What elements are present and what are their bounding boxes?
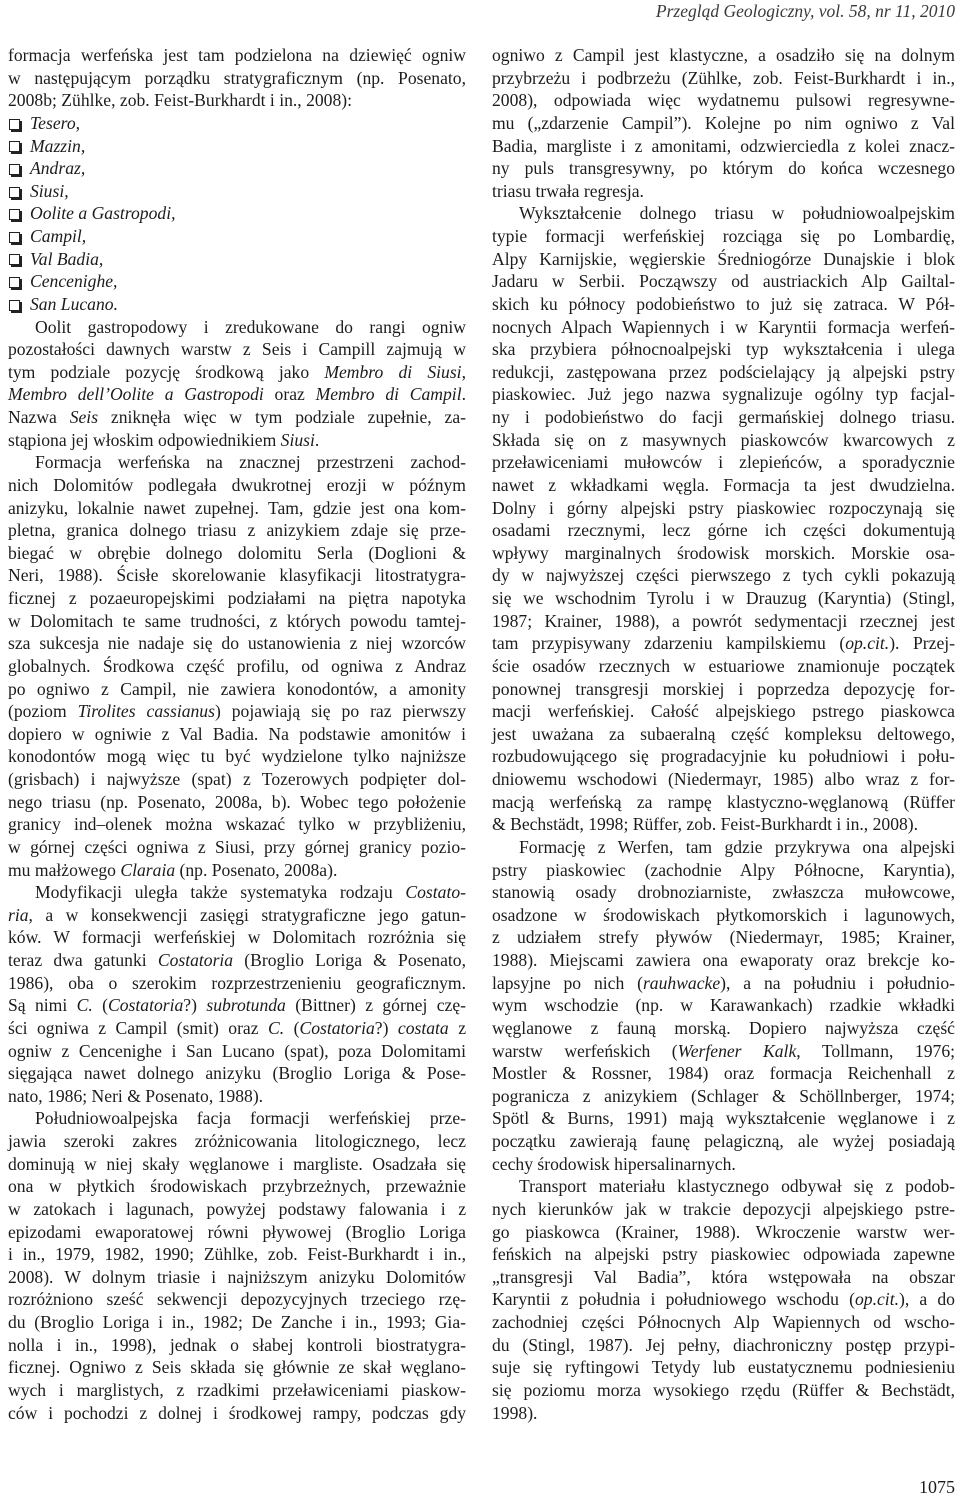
italic-run: Costatoria (157, 950, 234, 970)
text-line (492, 1040, 955, 1063)
text-line: węglanowe z fauną morską. Dopiero najwyższa część (492, 1017, 955, 1038)
text-line: du (Stingl, 1987). Jej pełny, diachroniczny postęp przypi- (492, 1334, 955, 1355)
text-line: triasu trwała regresja. (492, 180, 644, 201)
text-line (8, 383, 466, 406)
text-run: lapsyjne po nich ( (492, 972, 643, 993)
italic-run: C. (268, 1017, 285, 1038)
text-line: Wykształcenie dolnego triasu w południowoalpejskim (519, 203, 955, 224)
text-line: ska przybiera północnoalpejski typ wykształcenia i ulega (492, 339, 955, 360)
text-line: ficznej. Ogniwo z Seis składa się głównie ze skał węglano- (8, 1357, 466, 1378)
text-line: wpływy marginalnych środowisk morskich. Morskie osa- (492, 542, 955, 563)
text-line: nawet z wkładkami węgla. Formacja ta jest dwudzielna. (492, 474, 955, 495)
text-run: ( (284, 1017, 300, 1038)
text-line: nato, 1986; Neri & Posenato, 1988). (8, 1085, 264, 1106)
text-line: 1988). Miejscami zawiera ona ewaporaty oraz brekcje ko- (492, 950, 955, 970)
text-line: macją werfeńską za rampę klastyczno-węglanową (Rüffer (492, 791, 955, 812)
text-line: ków. W formacji werfeńskiej w Dolomitach rozróżnia się (8, 927, 466, 948)
text-line: Badia, margliste i z amonitami, odzwierciedla z kolei znacz- (492, 135, 955, 156)
text-line: nocnych Alpach Wapiennych i w Karyntii formacja werfeń- (492, 316, 955, 337)
text-line: pstry piaskowiec (zachodnie Alpy Północne, Karyntia), (492, 859, 955, 880)
text-line: (grisbach) i najwyższe (spat) z Tozerowych podpięter dol- (8, 769, 466, 789)
text-line: pozostałości dawnych warstw z Seis i Campill zajmują w (8, 339, 466, 360)
square-bullet-icon (9, 187, 20, 198)
text-line: wych i marglistych, z rzadkimi przeławiceniami piaskow- (8, 1379, 466, 1400)
text-line: ponownej transgresji morskiej i poprzedza depozycję for- (492, 678, 955, 699)
italic-run: Membro di Campil (315, 384, 462, 405)
text-line: Neri, 1988). Ścisłe skorelowanie klasyfikacji litostratygra- (8, 565, 466, 586)
page-number: 1075 (919, 1477, 955, 1497)
text-run: ?) (374, 1017, 398, 1038)
text-line (8, 406, 466, 429)
list-item-label: Siusi, (30, 180, 69, 201)
text-line: go piaskowca (Krainer, 1988). Wkroczenie warstw wer- (492, 1221, 955, 1242)
left-column (8, 44, 466, 1424)
text-line: biegać w obrębie dolnego dolomitu Serla (Doglioni & (8, 542, 466, 563)
text-line: w górnej części ogniwa z Siusi, przy górnej granicy pozio- (8, 836, 466, 857)
text-line: ogniw z Cencenighe i San Lucano (spat), poza Dolomitami (8, 1040, 466, 1061)
text-line: pogranicza z anizykiem (Schlager & Schöllnberger, 1974; (492, 1085, 955, 1106)
text-run: zniknęła więc w tym podziale zupełnie, za- (98, 407, 466, 427)
text-line: w następującym porządku stratygraficznym (np. Posenato, (8, 67, 466, 88)
text-line: Oolit gastropodowy i zredukowane do rangi ogniw (35, 316, 466, 337)
paragraph (492, 1175, 955, 1424)
text-line: nych kierunków jak w trakcie depozycji alpejskiego pstre- (492, 1198, 955, 1219)
text-run: Karyntii z południa i południowego wschodu ( (492, 1289, 855, 1310)
text-line: sza sukcesja nie nadaje się do ustanowienia z niej wzorców (8, 633, 466, 654)
text-line (8, 429, 466, 452)
text-run: tam przypisywany zdarzeniu kampilskiemu ( (492, 633, 846, 654)
text-line: pletna, granica dolnego triasu z anizykiem zdaje się prze- (8, 520, 466, 541)
list-item (8, 157, 466, 180)
text-run: Są nimi (8, 995, 77, 1016)
paragraph (8, 316, 466, 452)
list-item-label: Campil, (30, 226, 87, 246)
text-line: 1987; Krainer, 1988), a powrót sedymentacji rzecznej jest (492, 610, 955, 631)
list-item (8, 112, 466, 135)
text-line: ficznej z pozaeuropejskimi podziałami na piętra napotyka (8, 588, 466, 608)
text-run: oraz (263, 384, 316, 405)
square-bullet-icon (9, 164, 20, 175)
italic-run: C. (76, 995, 93, 1016)
text-line: po ogniwo z Campil, nie zawiera konodontów, a amonity (8, 678, 466, 699)
text-line: wym wschodzie (np. w Karawankach) rzadkie wkładki (492, 995, 955, 1016)
text-line: ogniwo z Campil jest klastyczne, a osadziło się na dolnym (492, 45, 955, 65)
text-line: Transport materiału klastycznego odbywał się z podob- (519, 1176, 955, 1197)
list-item (8, 248, 466, 271)
text-line: ona w płytkich środowiskach przybrzeżnych, przeważnie (8, 1176, 466, 1197)
paragraph (492, 202, 955, 836)
text-line: globalnych. Środkowa część profilu, od ogniwa z Andraz (8, 655, 466, 676)
paragraph (8, 881, 466, 1107)
text-line: konodontów mogą więc tu być wydzielone tylko najniższe (8, 746, 466, 767)
text-line: dniowemu wschodowi (Niedermayr, 1985) albo wraz z for- (492, 769, 955, 789)
list-item (8, 135, 466, 158)
right-column (492, 44, 955, 1424)
text-line: początku zawierają faunę pelagiczną, ale wyżej posiadają (492, 1131, 955, 1151)
text-line: w Dolomitach te same trudności, z których powodu tamtej- (8, 610, 466, 631)
text-line: skich ku północy podobieństwo to już się zatraca. W Pół- (492, 293, 955, 314)
italic-run: Claraia (120, 859, 176, 880)
text-line: zachodniej części Północnych Alp Wapiennych od wscho- (492, 1312, 955, 1332)
text-line (8, 859, 466, 882)
text-line: Mostler & Rossner, 1984) oraz formacja Reichenhall z (492, 1063, 955, 1084)
list-item (8, 180, 466, 203)
text-line (8, 881, 466, 904)
italic-run: op.cit. (855, 1289, 899, 1310)
text-line: Jadaru w Serbii. Począwszy od austriackich Alp Gailtal- (492, 271, 955, 292)
text-run: ), a do (898, 1289, 955, 1310)
text-line: redukcji, zastępowana przez podścielający ją alpejski pstry (492, 361, 955, 382)
text-line (8, 700, 466, 723)
text-line: sięgająca nawet dolnego anizyku (Broglio Loriga & Pose- (8, 1063, 466, 1084)
square-bullet-icon (9, 232, 20, 243)
text-line: osadzone w środowiskach płytkomorskich i lagunowych, (492, 904, 955, 925)
text-line (8, 1017, 466, 1040)
text-line: osadami rzecznymi, lecz górne ich części dokumentują (492, 520, 955, 541)
italic-run: Seis (69, 407, 99, 427)
text-line: dominują w niej skały węglanowe i margliste. Osadzała się (8, 1153, 466, 1174)
list-item (8, 293, 466, 316)
text-line: ście osadów rzecznych w estuariowe znamionuje początek (492, 655, 955, 676)
list-item (8, 270, 466, 293)
italic-run: costata (397, 1017, 449, 1038)
text-line: piaskowiec. Już jego nazwa sygnalizuje ogólny typ facjal- (492, 384, 955, 405)
list-item-label: Val Badia, (30, 248, 104, 269)
text-line: przeławiceniami mułowców i zlepieńców, a sporadycznie (492, 452, 955, 473)
paragraph (8, 1107, 466, 1424)
text-line: typie formacji werfeńskiej rozciąga się po Lombardię, (492, 226, 955, 246)
text-line (8, 361, 466, 384)
text-line: cechy środowisk hipersalinarnych. (492, 1153, 736, 1174)
text-run: stąpiona jej włoskim odpowiednikiem (8, 429, 281, 450)
text-run: , (461, 361, 466, 382)
square-bullet-icon (9, 209, 20, 220)
text-run: (poziom (8, 701, 78, 722)
text-run: , Tollmann, 1976; (796, 1040, 956, 1061)
square-bullet-icon (9, 254, 20, 265)
text-line (492, 632, 955, 655)
text-line: 2008). W dolnym triasie i najniższym anizyku Dolomitów (8, 1266, 466, 1287)
text-line: formacja werfeńska jest tam podzielona na dziewięć ogniw (8, 45, 466, 65)
text-line: mu („zdarzenie Campil”). Kolejne po nim ogniwo z Val (492, 112, 955, 133)
text-line (8, 949, 466, 972)
text-run: ) pojawiają się po raz pierwszy (214, 701, 466, 722)
text-line: Południowoalpejska facja formacji werfeńskiej prze- (35, 1108, 466, 1129)
text-line: rozbudowującego się progradacyjnie ku południowi i połu- (492, 746, 955, 767)
text-line: Dolny i górny alpejski pstry piaskowiec rozpoczynają się (492, 497, 955, 518)
text-run: ). Przej- (889, 633, 956, 654)
text-line: du (Broglio Loriga i in., 1982; De Zanche i in., 1993; Gia- (8, 1312, 466, 1332)
text-run: ?) (183, 995, 207, 1016)
text-run: tym podziale pozycję środkową jako (8, 361, 325, 382)
paragraphs (492, 202, 955, 1424)
paragraphs (8, 316, 466, 1425)
text-line: 1998). (492, 1402, 538, 1423)
list-item-label: Oolite a Gastropodi, (30, 203, 176, 224)
paragraph (492, 836, 955, 1175)
text-line: 1986), oba o szerokim rozprzestrzenieniu geograficznym. (8, 972, 466, 993)
text-run: mu małżowego (8, 859, 121, 880)
text-line: i in., 1979, 1982, 1990; Zühlke, zob. Feist-Burkhardt i in., (8, 1244, 466, 1265)
text-line (492, 972, 955, 995)
formation-units-list (8, 112, 466, 316)
italic-run: Costatoria (299, 1017, 375, 1038)
text-line: w zatokach i lagunach, powyżej podstawy falowania i z (8, 1198, 466, 1219)
text-line: się poziomu morza wysokiego rzędu (Rüffer & Bechstädt, (492, 1379, 955, 1400)
text-line: z udziałem strefy pływów (Niedermayr, 1985; Krainer, (492, 927, 955, 948)
text-line (8, 904, 466, 927)
text-line: ców i pochodzi z dolnej i środkowej rampy, podczas gdy (8, 1402, 466, 1423)
text-line: nolla i in., 1998), jednak o słabej kontroli biostratygra- (8, 1334, 466, 1355)
text-line: macji werfeńskiej. Całość alpejskiego pstrego piaskowca (492, 701, 955, 722)
italic-run: Costatoria (108, 995, 184, 1016)
text-line: dopiero w ogniwie z Val Badia. Na podstawie amonitów i (8, 723, 466, 744)
text-line: „transgresji Val Badia”, która wstępowała na obszar (492, 1266, 955, 1287)
square-bullet-icon (9, 300, 20, 311)
italic-run: Membro di Siusi (324, 361, 462, 382)
text-run: Modyfikacji uległa także systematyka rodzaju (35, 882, 406, 903)
text-line: anizyku, lokalnie nawet zupełnej. Tam, gdzie jest ona kom- (8, 497, 466, 518)
text-run: Nazwa (8, 407, 70, 427)
continued-paragraph (492, 44, 955, 202)
text-run: teraz dwa gatunki (8, 950, 158, 970)
text-line: Formację z Werfen, tam gdzie przykrywa ona alpejski (519, 836, 955, 857)
text-line: granicy ind–olenek można wskazać tylko w przybliżeniu, (8, 814, 466, 835)
italic-run: Siusi (280, 429, 315, 450)
list-item (8, 202, 466, 225)
list-item-label: Tesero, (30, 112, 81, 133)
text-line: ny puls transgresywny, po którym do końca wczesnego (492, 158, 955, 179)
list-item-label: Cencenighe, (30, 271, 118, 292)
text-line: Składa się on z masywnych piaskowców kwarcowych z (492, 429, 955, 450)
text-line: 2008), odpowiada więc wydatnemu pulsowi regresywne- (492, 90, 955, 111)
list-item-label: Andraz, (30, 158, 86, 179)
text-line: dy w najwyższej części pierwszego z tych cykli pokazują (492, 565, 955, 586)
text-line: suje się ryftingowi Tetydy lub eustatycznemu podniesieniu (492, 1357, 955, 1378)
continued-paragraph (8, 44, 466, 112)
square-bullet-icon (9, 277, 20, 288)
running-header: Przegląd Geologiczny, vol. 58, nr 11, 2010 (655, 1, 955, 21)
text-run: ( (92, 995, 109, 1016)
square-bullet-icon (9, 119, 20, 130)
italic-run: subrotunda (206, 995, 286, 1016)
italic-run: Werfener Kalk (677, 1040, 797, 1061)
text-line (8, 994, 466, 1017)
text-run: . (314, 429, 320, 450)
paragraph (8, 451, 466, 881)
italic-run: Tirolites cassianus (77, 701, 215, 722)
text-run: (Bittner) z górnej czę- (285, 995, 466, 1016)
text-line: jest uważana za subaeralną część kompleksu deltowego, (492, 723, 955, 744)
text-line: Alpy Karnijskie, węgierskie Średniogórze Dunajskie i blok (492, 248, 955, 269)
text-line: się we wschodnim Tyrolu i w Drauzug (Karyntia) (Stingl, (492, 588, 955, 608)
text-run: , a w konsekwencji zasięgi stratygraficzne jego gatun- (28, 904, 466, 925)
text-line: feńskich na alpejski pstry piaskowiec odpowiada zapewne (492, 1244, 955, 1265)
italic-run: rauhwacke (642, 972, 721, 993)
italic-run: Membro dell’Oolite a Gastropodi (8, 384, 264, 405)
list-item-label: San Lucano. (30, 293, 118, 314)
text-line: Spötl & Burns, 1991) mają wykształcenie węglanowe i z (492, 1108, 955, 1129)
text-line: stanowią osady drobnoziarniste, zwłaszcza mułowcowe, (492, 882, 955, 903)
list-item-label: Mazzin, (30, 135, 86, 156)
text-line: nich Dolomitów podlegała dwukrotnej erozji w późnym (8, 474, 466, 495)
text-run: z (448, 1017, 467, 1038)
text-line: & Bechstädt, 1998; Rüffer, zob. Feist-Burkhardt i in., 2008). (492, 814, 919, 835)
list-item (8, 225, 466, 248)
text-line: Formacja werfeńska na znacznej przestrzeni zachod- (35, 452, 466, 473)
text-line: ny i podobieństwo do facji germańskiej dolnego triasu. (492, 407, 955, 427)
italic-run: ria (8, 904, 29, 925)
text-line (492, 1288, 955, 1311)
text-run: warstw werfeńskich ( (492, 1040, 678, 1061)
text-line: jawia szeroki zakres zróżnicowania litologicznego, lecz (8, 1131, 466, 1151)
text-run: . (461, 384, 466, 405)
text-line: epizodami ewaporatowej równi pływowej (Broglio Loriga (8, 1221, 466, 1242)
text-run: (Broglio Loriga & Posenato, (233, 950, 466, 970)
text-line: 2008b; Zühlke, zob. Feist-Burkhardt i in., 2008): (8, 90, 353, 111)
text-run: ), a na południu i południo- (720, 972, 955, 993)
text-run: ści ogniwa z Campil (smit) oraz (8, 1017, 269, 1038)
italic-run: Costato- (405, 882, 466, 903)
text-line: nego triasu (np. Posenato, 2008a, b). Wobec tego położenie (8, 791, 466, 812)
italic-run: op.cit. (845, 633, 890, 654)
text-line: przybrzeżu i podbrzeżu (Zühlke, zob. Feist-Burkhardt i in., (492, 67, 955, 88)
square-bullet-icon (9, 141, 20, 152)
text-line: rozróżniono sześć sekwencji depozycyjnych trzeciego rzę- (8, 1289, 466, 1310)
text-run: (np. Posenato, 2008a). (175, 859, 338, 880)
